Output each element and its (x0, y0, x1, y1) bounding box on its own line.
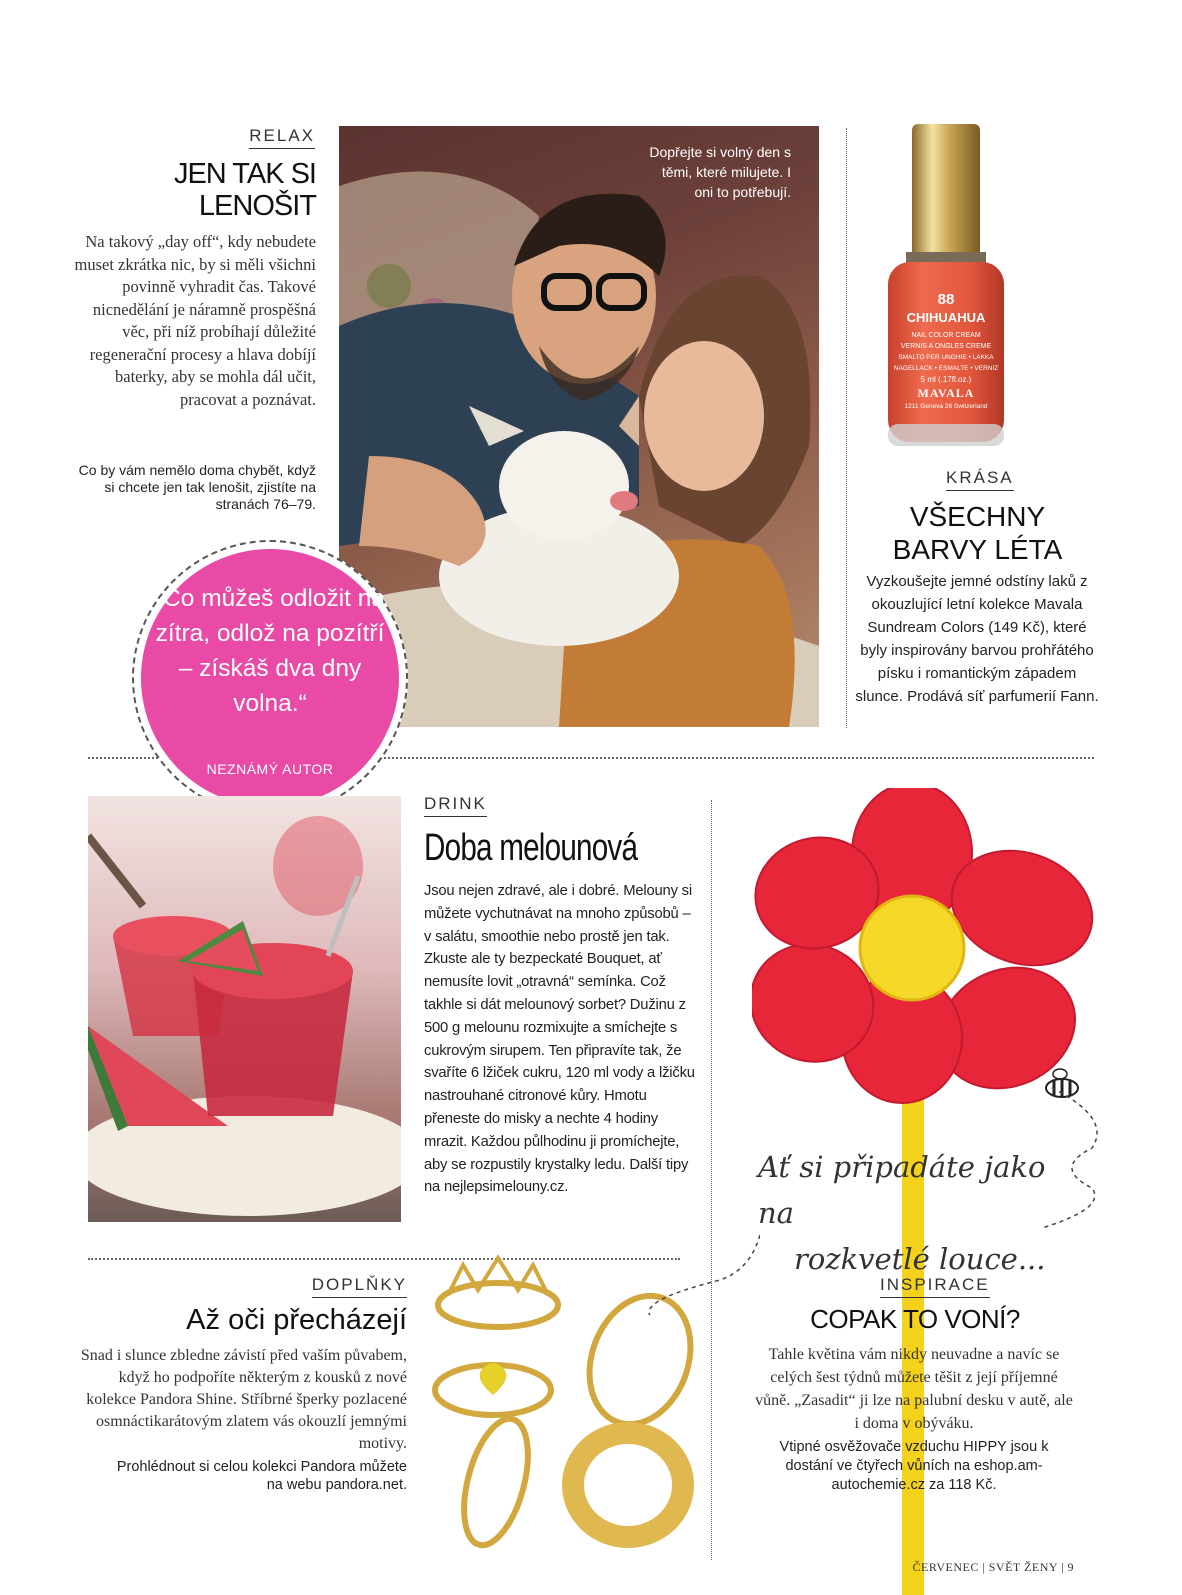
polish-line2: VERNIS A ONGLES CREME (900, 343, 992, 350)
script-line2: rozkvetlé louce... (794, 1242, 1046, 1276)
crown-ring (438, 1283, 558, 1327)
drink-body: Jsou nejen zdravé, ale i dobré. Melouny si můžete vychutnávat na mnoho způsobů – v salátu, smoothie nebo prostě jen tak. Zkuste ale ty bezpeckaté Bouquet, ať nemusíte lovit „otravná“ semínka. Což takhle si dát melounový sorbet? Dužinu z 500 g melounu rozmixujte a smíchejte s cukrovým sirupem. Ten připravíte tak, že svaříte 6 lžiček cukru, 120 ml vody a lžičku nastrouhané citronové kůry. Hmotu přeneste do misky a nechte 4 hodiny mrazit. Každou půlhodinu ji promíchejte, aby se rozpustily krystalky ledu. Další tipy na nejlepsimelouny.cz. (424, 883, 695, 1196)
bee-trail (640, 1220, 760, 1320)
quote-circle (132, 540, 408, 816)
polish-number: 88 (937, 291, 955, 308)
polish-brand: MAVALA (917, 386, 975, 400)
krasa-section-tag: KRÁSA (946, 468, 1014, 491)
heart-stone (480, 1363, 507, 1395)
relax-body: Na takový „day off“, kdy nebudete muset zkrátka nic, by si měli všichni povinně vyhradit čas. Takové nicnedělání je náramně prospěšná věc, při níž probíhají důležité regenerační procesy a hlava dobíjí baterky, aby se mohla dál učit, pracovat a poznávat. (74, 232, 316, 409)
melon-sorbet-illustration (88, 796, 401, 1222)
relax-section-tag: RELAX (249, 126, 315, 149)
polish-name: CHIHUAHUA (906, 310, 986, 325)
doplnky-note: Prohlédnout si celou kolekci Pandora můžete na webu pandora.net. (116, 1459, 407, 1493)
drink-title: Doba melounová (424, 827, 638, 869)
krasa-body: Vyzkoušejte jemné odstíny laků z okouzlující letní kolekce Mavala Sundream Colors (149 Kč), které byly inspirovány barvou prohřátého písku i romantickým západem slunce. Prodává síť parfumerií Fann. (855, 573, 1099, 705)
inspirace-script-text (758, 1144, 1058, 1282)
couple-photo-illustration (339, 126, 819, 727)
nail-polish-bottle (884, 124, 1008, 449)
doplnky-section-tag: DOPLŇKY (312, 1275, 407, 1298)
inspirace-title: COPAK TO VONÍ? (810, 1304, 1020, 1334)
divider-vertical-middle (711, 800, 712, 1560)
inspirace-section-tag: INSPIRACE (880, 1275, 990, 1298)
polish-volume: 5 ml (.17fl.oz.) (920, 375, 972, 384)
polish-line3: SMALTO PER UNGHIE • LAKKA (898, 354, 994, 361)
relax-title-line2: LENOŠIT (198, 190, 316, 222)
honeycomb-ring (452, 1412, 540, 1552)
relax-note: Co by vám nemělo doma chybět, když si chcete jen tak lenošit, zjistíte na stranách 76–79. (78, 462, 316, 512)
drink-section-tag: DRINK (424, 794, 487, 817)
polish-origin: 1211 Geneva 26 Switzerland (904, 403, 988, 410)
polish-line1: NAIL COLOR CREAM (911, 332, 981, 339)
krasa-title (845, 500, 1110, 566)
page-footer: ČERVENEC | SVĚT ŽENY | 9 (912, 1560, 1074, 1574)
krasa-title-line2: BARVY LÉTA (892, 534, 1063, 565)
couple-photo (339, 126, 819, 727)
krasa-title-line1: VŠECHNY (909, 501, 1046, 532)
script-line1: Ať si připadáte jako na (758, 1150, 1046, 1230)
relax-title (86, 158, 316, 222)
divider-vertical-top (846, 128, 847, 728)
doplnky-body: Snad i slunce zbledne závistí před vaším půvabem, když ho podpoříte některým z kousků z nové kolekce Pandora Shine. Stříbrné šperky pozlacené osmnáctikarátovým zlatem vás okouzlí jemnými motivy. (80, 1347, 407, 1452)
inspirace-note: Vtipné osvěžovače vzduchu HIPPY jsou k dostání ve čtyřech vůních na eshop.am-autochemie.cz za 118 Kč. (779, 1439, 1049, 1493)
relax-title-line1: JEN TAK SI (173, 158, 316, 190)
quote-author: NEZNÁMÝ AUTOR (206, 761, 334, 777)
quote-text: „Co můžeš odložit na zítra, odlož na pozítří – získáš dva dny volna.“ (154, 585, 386, 717)
quote-badge (141, 549, 399, 807)
polish-line4: NAGELLACK • ESMALTE • VERNIZ (893, 365, 999, 372)
photo-caption: Dopřejte si volný den s těmi, které milujete. I oni to potřebují. (649, 144, 791, 200)
melon-sorbet-photo (88, 796, 401, 1222)
doplnky-title: Až oči přecházejí (186, 1304, 407, 1336)
wide-honeycomb-ring (573, 1433, 683, 1537)
inspirace-body: Tahle květina vám nikdy neuvadne a navíc se celých šest týdnů můžete těšit z její příjemné vůně. „Zasadit“ ji lze na palubní desku v autě, ale i doma v obýváku. (755, 1346, 1073, 1432)
